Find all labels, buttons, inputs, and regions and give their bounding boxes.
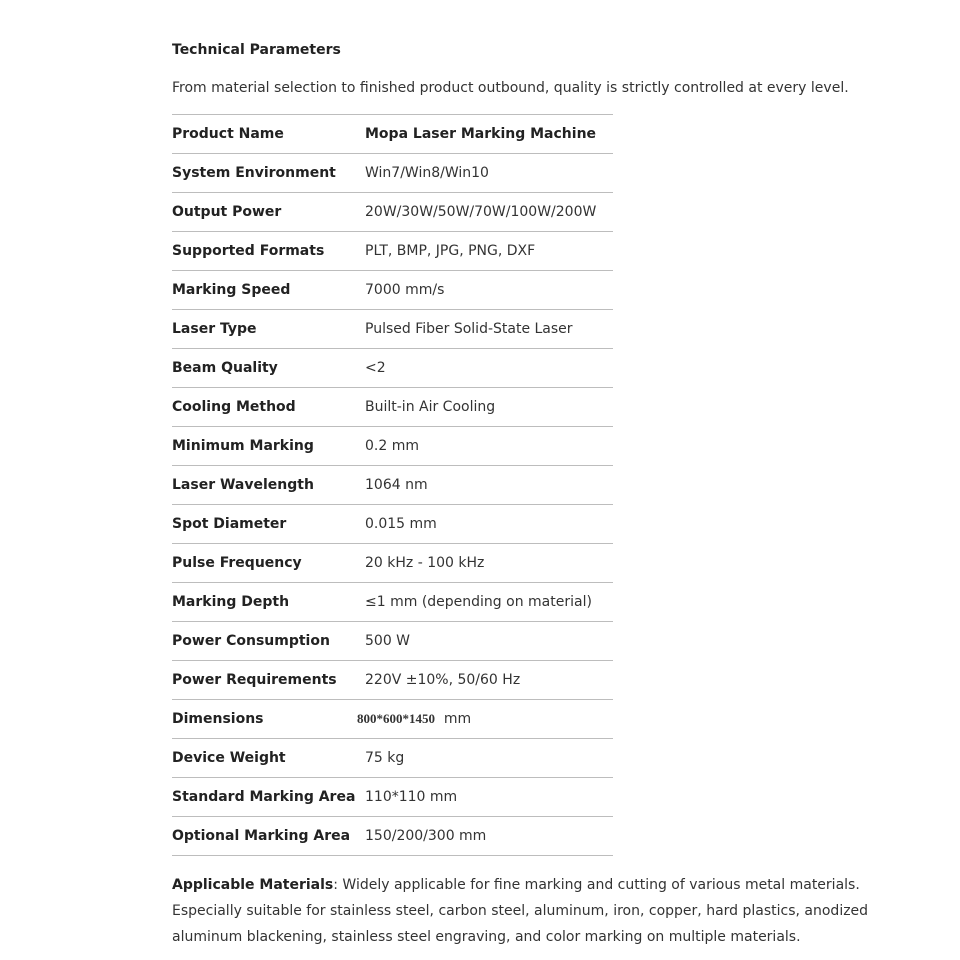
row-value: 0.2 mm (365, 427, 613, 466)
row-label: Minimum Marking (172, 427, 365, 466)
table-row (172, 544, 613, 583)
row-value: 0.015 mm (365, 505, 613, 544)
spec-table (172, 114, 613, 856)
table-row (172, 817, 613, 856)
table-row (172, 193, 613, 232)
row-value: 500 W (365, 622, 613, 661)
row-value: <2 (365, 349, 613, 388)
applicable-materials (172, 872, 872, 950)
row-label: Product Name (172, 115, 365, 154)
table-row (172, 388, 613, 427)
row-label: Marking Depth (172, 583, 365, 622)
table-row (172, 427, 613, 466)
table-row (172, 466, 613, 505)
row-value: ≤1 mm (depending on material) (365, 583, 613, 622)
row-value: 20W/30W/50W/70W/100W/200W (365, 193, 613, 232)
table-row (172, 622, 613, 661)
table-row (172, 778, 613, 817)
table-row (172, 739, 613, 778)
row-label: Power Requirements (172, 661, 365, 700)
applicable-materials-text: : Widely applicable for fine marking and cutting of various metal materials. Especially suitable for stainless steel, carbon steel, aluminum, iron, copper, hard plastics, anodized aluminum blackening, stainless steel engraving, and color marking on multiple materials. (172, 877, 869, 945)
table-row (172, 271, 613, 310)
dimensions-number: 800*600*1450 (357, 711, 435, 726)
row-value: 7000 mm/s (365, 271, 613, 310)
row-label: Power Consumption (172, 622, 365, 661)
row-value: Mopa Laser Marking Machine (365, 115, 613, 154)
row-value: 220V ±10%, 50/60 Hz (365, 661, 613, 700)
row-value: 1064 nm (365, 466, 613, 505)
intro-text: From material selection to finished product outbound, quality is strictly controlled at every level. (172, 80, 849, 96)
section-title: Technical Parameters (172, 42, 341, 58)
table-row (172, 700, 613, 739)
table-row (172, 505, 613, 544)
row-label: Marking Speed (172, 271, 365, 310)
row-value: PLT, BMP, JPG, PNG, DXF (365, 232, 613, 271)
row-value: Pulsed Fiber Solid-State Laser (365, 310, 613, 349)
table-row (172, 583, 613, 622)
row-label: Optional Marking Area (172, 817, 365, 856)
table-row (172, 154, 613, 193)
table-row (172, 310, 613, 349)
dimensions-unit: mm (443, 711, 472, 727)
row-label: Device Weight (172, 739, 365, 778)
row-label: Dimensions (172, 700, 365, 739)
row-value: 110*110 mm (365, 778, 613, 817)
row-value: 20 kHz - 100 kHz (365, 544, 613, 583)
row-label: Pulse Frequency (172, 544, 365, 583)
row-value (357, 700, 613, 739)
table-row (172, 349, 613, 388)
row-value: 150/200/300 mm (365, 817, 613, 856)
row-label: Supported Formats (172, 232, 365, 271)
row-label: Laser Type (172, 310, 365, 349)
row-label: System Environment (172, 154, 365, 193)
table-row (172, 661, 613, 700)
row-value: 75 kg (365, 739, 613, 778)
row-label: Standard Marking Area (172, 778, 365, 817)
row-value: Win7/Win8/Win10 (365, 154, 613, 193)
row-label: Beam Quality (172, 349, 365, 388)
row-value: Built-in Air Cooling (365, 388, 613, 427)
table-row (172, 232, 613, 271)
row-label: Laser Wavelength (172, 466, 365, 505)
row-label: Cooling Method (172, 388, 365, 427)
row-label: Output Power (172, 193, 365, 232)
table-row (172, 115, 613, 154)
applicable-materials-label: Applicable Materials (172, 877, 334, 893)
row-label: Spot Diameter (172, 505, 365, 544)
